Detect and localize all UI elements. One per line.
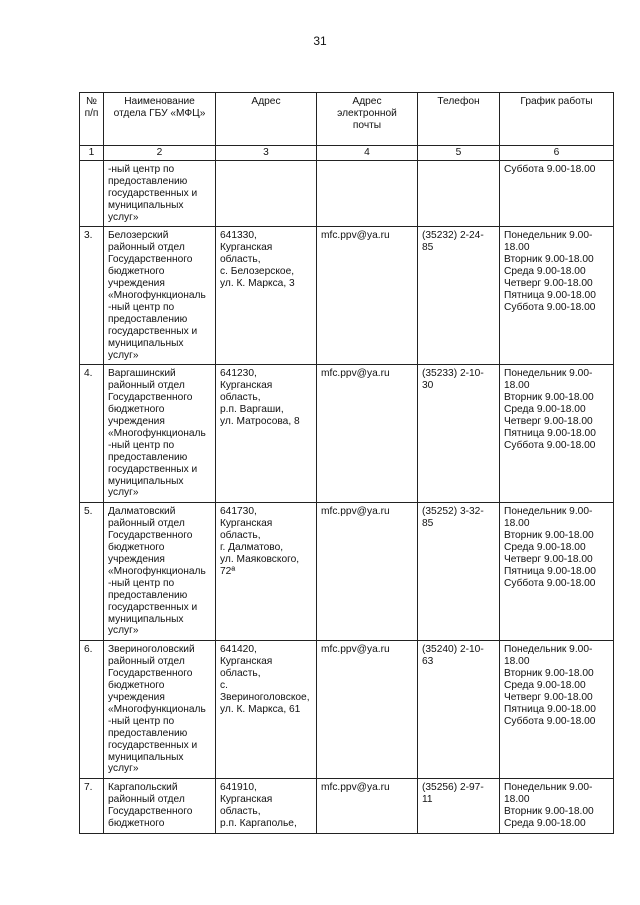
table-row — [80, 503, 614, 641]
address — [216, 160, 317, 227]
row-number: 3. — [80, 227, 104, 365]
row-number — [80, 160, 104, 227]
phone — [418, 160, 500, 227]
address: 641730, Курганская область, г. Далматово, ул. Маяковского, 72ª — [216, 503, 317, 641]
header-name: Наименование отдела ГБУ «МФЦ» — [104, 93, 216, 146]
page-number: 31 — [313, 34, 327, 48]
column-number: 6 — [500, 146, 614, 161]
email: mfc.ppv@ya.ru — [317, 779, 418, 834]
address: 641420, Курганская область, с. Звериноголовское, ул. К. Маркса, 61 — [216, 641, 317, 779]
header-email: Адрес электронной почты — [317, 93, 418, 146]
phone: (35252) 3-32- 85 — [418, 503, 500, 641]
department-name: -ный центр по предоставлению государственных и муниципальных услуг» — [104, 160, 216, 227]
schedule: Понедельник 9.00- 18.00 Вторник 9.00-18.00 Среда 9.00-18.00 Четверг 9.00-18.00 Пятница 9.00-18.00 Суббота 9.00-18.00 — [500, 503, 614, 641]
row-number: 7. — [80, 779, 104, 834]
department-name: Каргапольский районный отдел Государственного бюджетного — [104, 779, 216, 834]
row-number: 4. — [80, 365, 104, 503]
table-row — [80, 641, 614, 779]
column-number-row — [80, 146, 614, 161]
department-name: Звериноголовский районный отдел Государственного бюджетного учреждения «Многофункциональ -ный центр по предоставлению государственных и муниципальных услуг» — [104, 641, 216, 779]
header-number: № п/п — [80, 93, 104, 146]
row-number: 5. — [80, 503, 104, 641]
header-row — [80, 93, 614, 146]
department-name: Варгашинский районный отдел Государственного бюджетного учреждения «Многофункциональ -ный центр по предоставлению государственных и муниципальных услуг» — [104, 365, 216, 503]
mfc-offices-table — [79, 92, 614, 834]
email: mfc.ppv@ya.ru — [317, 365, 418, 503]
column-number: 2 — [104, 146, 216, 161]
email: mfc.ppv@ya.ru — [317, 227, 418, 365]
row-number: 6. — [80, 641, 104, 779]
header-phone: Телефон — [418, 93, 500, 146]
department-name: Далматовский районный отдел Государственного бюджетного учреждения «Многофункциональ -ный центр по предоставлению государственных и муниципальных услуг» — [104, 503, 216, 641]
email: mfc.ppv@ya.ru — [317, 503, 418, 641]
header-schedule: График работы — [500, 93, 614, 146]
column-number: 4 — [317, 146, 418, 161]
schedule: Понедельник 9.00- 18.00 Вторник 9.00-18.00 Среда 9.00-18.00 Четверг 9.00-18.00 Пятница 9.00-18.00 Суббота 9.00-18.00 — [500, 641, 614, 779]
phone: (35240) 2-10- 63 — [418, 641, 500, 779]
email: mfc.ppv@ya.ru — [317, 641, 418, 779]
table-row — [80, 779, 614, 834]
column-number: 1 — [80, 146, 104, 161]
phone: (35232) 2-24- 85 — [418, 227, 500, 365]
address: 641330, Курганская область, с. Белозерское, ул. К. Маркса, 3 — [216, 227, 317, 365]
schedule: Понедельник 9.00- 18.00 Вторник 9.00-18.00 Среда 9.00-18.00 Четверг 9.00-18.00 Пятница 9.00-18.00 Суббота 9.00-18.00 — [500, 227, 614, 365]
header-address: Адрес — [216, 93, 317, 146]
phone: (35256) 2-97- 11 — [418, 779, 500, 834]
table-row — [80, 160, 614, 227]
address: 641910, Курганская область, р.п. Каргаполье, — [216, 779, 317, 834]
phone: (35233) 2-10- 30 — [418, 365, 500, 503]
address: 641230, Курганская область, р.п. Варгаши, ул. Матросова, 8 — [216, 365, 317, 503]
email — [317, 160, 418, 227]
column-number: 3 — [216, 146, 317, 161]
schedule: Суббота 9.00-18.00 — [500, 160, 614, 227]
table-row — [80, 227, 614, 365]
table-row — [80, 365, 614, 503]
schedule: Понедельник 9.00- 18.00 Вторник 9.00-18.00 Среда 9.00-18.00 Четверг 9.00-18.00 Пятница 9.00-18.00 Суббота 9.00-18.00 — [500, 365, 614, 503]
schedule: Понедельник 9.00- 18.00 Вторник 9.00-18.00 Среда 9.00-18.00 — [500, 779, 614, 834]
department-name: Белозерский районный отдел Государственного бюджетного учреждения «Многофункциональ -ный центр по предоставлению государственных и муниципальных услуг» — [104, 227, 216, 365]
column-number: 5 — [418, 146, 500, 161]
